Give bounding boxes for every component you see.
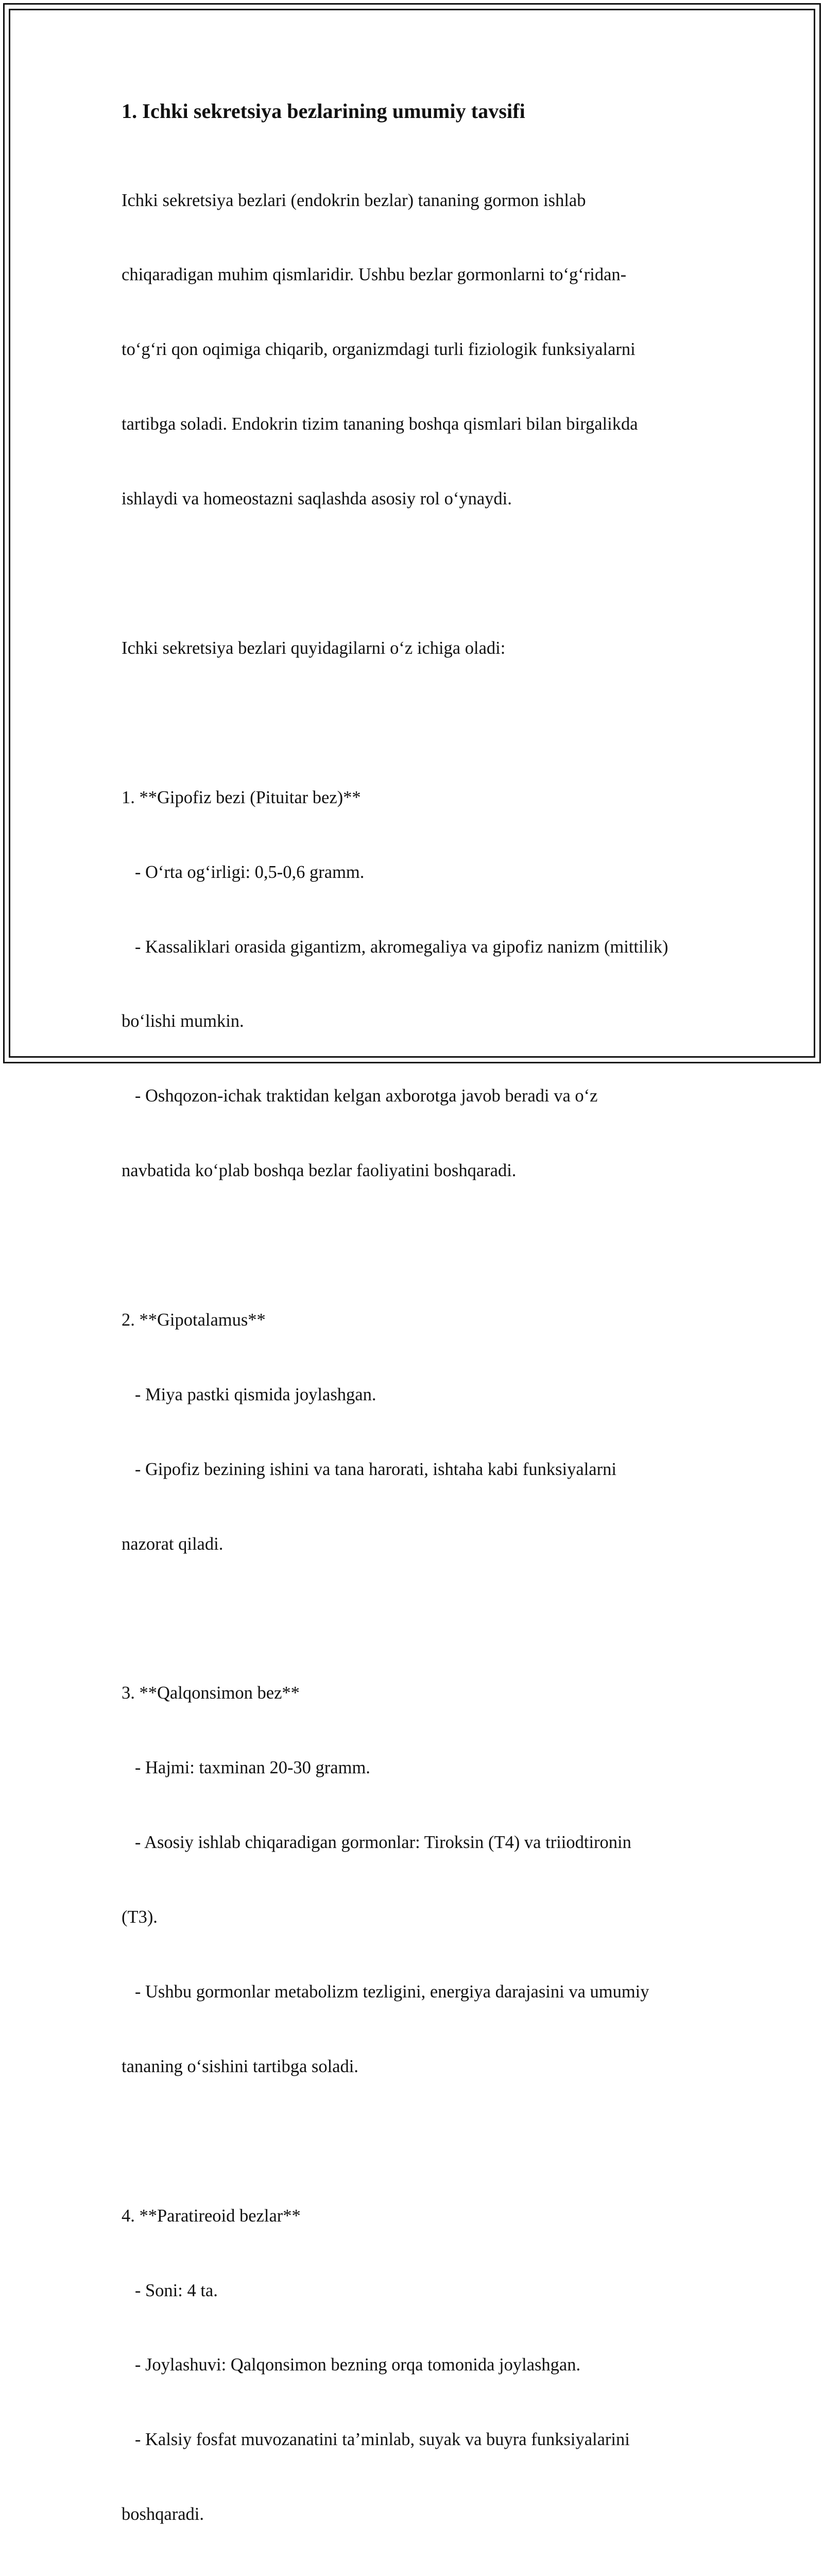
list-heading: 3. **Qalqonsimon bez** [122,1683,300,1703]
list-item: - Asosiy ishlab chiqaradigan gormonlar: Tiroksin (T4) va triiodtironin [122,1833,631,1853]
list-heading: 1. **Gipofiz bezi (Pituitar bez)** [122,787,361,807]
text-line: tananing o‘sishini tartibga soladi. [122,2056,358,2076]
text-line: chiqaradigan muhim qismlaridir. Ushbu bezlar gormonlarni to‘g‘ridan- [122,265,627,285]
list-item: - Joylashuvi: Qalqonsimon bezning orqa tomonida joylashgan. [122,2355,581,2375]
text-line: (T3). [122,1907,158,1927]
text-line: boshqaradi. [122,2504,204,2524]
list-heading: 2. **Gipotalamus** [122,1310,266,1330]
blank-line [122,561,714,586]
blank-line [122,710,714,735]
list-item: - Kalsiy fosfat muvozanatini ta’minlab, suyak va buyra funksiyalarini [122,2430,630,2450]
list-item: - Ushbu gormonlar metabolizm tezligini, energiya darajasini va umumiy [122,1981,649,2002]
text-line: bo‘lishi mumkin. [122,1011,244,1031]
body-text [122,138,714,2576]
list-item: - Soni: 4 ta. [122,2280,218,2300]
blank-line [122,1233,714,1258]
list-heading: 4. **Paratireoid bezlar** [122,2206,301,2226]
document-body [122,97,714,2576]
text-line: navbatida ko‘plab boshqa bezlar faoliyatini boshqaradi. [122,1161,517,1181]
blank-line [122,2129,714,2154]
list-item: - Gipofiz bezining ishini va tana harorati, ishtaha kabi funksiyalarni [122,1459,616,1479]
text-line: to‘g‘ri qon oqimiga chiqarib, organizmdagi turli fiziologik funksiyalarni [122,340,636,360]
list-item: - Oshqozon-ichak traktidan kelgan axborotga javob beradi va o‘z [122,1086,598,1106]
list-item: - O‘rta og‘irligi: 0,5-0,6 gramm. [122,862,365,882]
text-line: Ichki sekretsiya bezlari quyidagilarni o‘z ichiga oladi: [122,638,506,658]
list-item: - Kassaliklari orasida gigantizm, akromegaliya va gipofiz nanizm (mittilik) [122,937,668,957]
blank-line [122,1606,714,1631]
text-line: ishlaydi va homeostazni saqlashda asosiy rol o‘ynaydi. [122,489,512,509]
text-line: tartibga soladi. Endokrin tizim tananing boshqa qismlari bilan birgalikda [122,414,638,434]
list-item: - Miya pastki qismida joylashgan. [122,1384,376,1404]
text-line: nazorat qiladi. [122,1534,224,1554]
text-line: Ichki sekretsiya bezlari (endokrin bezlar) tananing gormon ishlab [122,190,586,210]
list-item: - Hajmi: taxminan 20-30 gramm. [122,1758,370,1778]
section-title: 1. Ichki sekretsiya bezlarining umumiy tavsifi [122,99,525,123]
